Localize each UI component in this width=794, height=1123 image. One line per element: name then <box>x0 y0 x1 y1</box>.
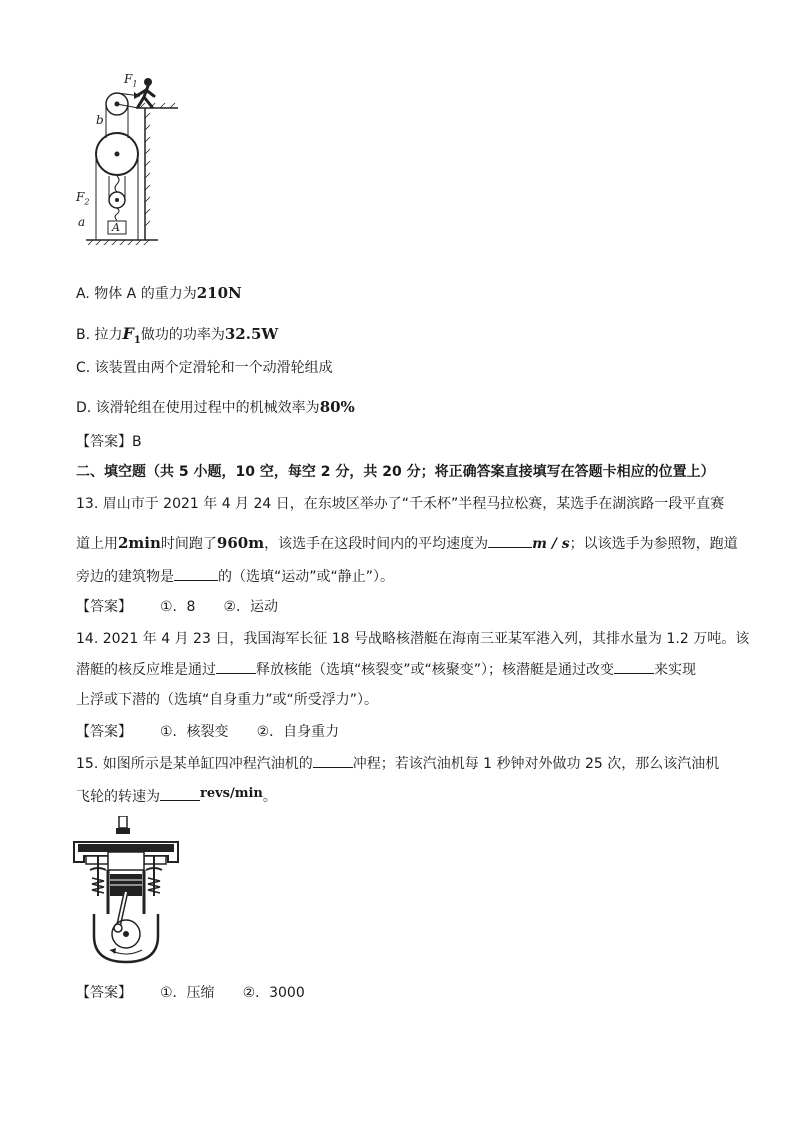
q15-blank-1[interactable] <box>313 753 353 768</box>
q13-answer: 【答案】 ①．8 ②．运动 <box>76 599 279 615</box>
label-block-a: A <box>112 221 120 234</box>
q15-blank-2[interactable] <box>160 786 200 801</box>
label-a: a <box>78 215 86 229</box>
q14-blank-1[interactable] <box>216 659 256 674</box>
q13-line1: 13. 眉山市于 2021 年 4 月 24 日，在东坡区举办了“千禾杯”半程马拉松赛，某选手在湖滨路一段平直赛 <box>76 496 725 512</box>
label-f1: $F_1$ <box>124 72 138 89</box>
q12-answer: 【答案】B <box>76 434 142 450</box>
engine-cylinder-figure <box>70 816 182 966</box>
q14-line2: 潜艇的核反应堆是通过 释放核能（选填“核裂变”或“核聚变”）；核潜艇是通过改变 来实现 <box>76 659 696 681</box>
q15-line2: 飞轮的转速为 revs/min。 <box>76 786 277 805</box>
q14-line1: 14. 2021 年 4 月 23 日，我国海军长征 18 号战略核潜艇在海南三亚某军港入列，其排水量为 1.2 万吨。该 <box>76 631 750 647</box>
q13-blank-1[interactable] <box>488 533 532 548</box>
q14-line3: 上浮或下潜的（选填“自身重力”或“所受浮力”）。 <box>76 692 379 708</box>
q15-line1: 15. 如图所示是某单缸四冲程汽油机的 冲程；若该汽油机每 1 秒钟对外做功 25 次，那么该汽油机 <box>76 753 719 775</box>
q14-answer: 【答案】 ①．核裂变 ②．自身重力 <box>76 724 340 740</box>
option-d: D. 该滑轮组在使用过程中的机械效率为80% <box>76 398 355 416</box>
option-b: B. 拉力$F_1$做功的功率为32.5W <box>76 324 279 346</box>
q13-line3: 旁边的建筑物是 的（选填“运动”或“静止”）。 <box>76 566 394 588</box>
q14-blank-2[interactable] <box>614 659 654 674</box>
q15-answer: 【答案】 ①．压缩 ②．3000 <box>76 985 305 1001</box>
option-a: A. 物体 A 的重力为210N <box>76 284 242 302</box>
q13-line2: 道上用2min时间跑了960m，该选手在这段时间内的平均速度为 m / s；以该选手为参照物，跑道 <box>76 534 738 552</box>
option-c: C. 该装置由两个定滑轮和一个动滑轮组成 <box>76 360 333 376</box>
pulley-system-figure <box>78 70 198 245</box>
label-f2: $F_2$ <box>76 190 90 207</box>
section2-heading: 二、填空题（共 5 小题，10 空，每空 2 分，共 20 分；将正确答案直接填写在答题卡相应的位置上） <box>76 464 715 480</box>
q13-blank-2[interactable] <box>174 566 218 581</box>
label-b: b <box>96 113 104 127</box>
